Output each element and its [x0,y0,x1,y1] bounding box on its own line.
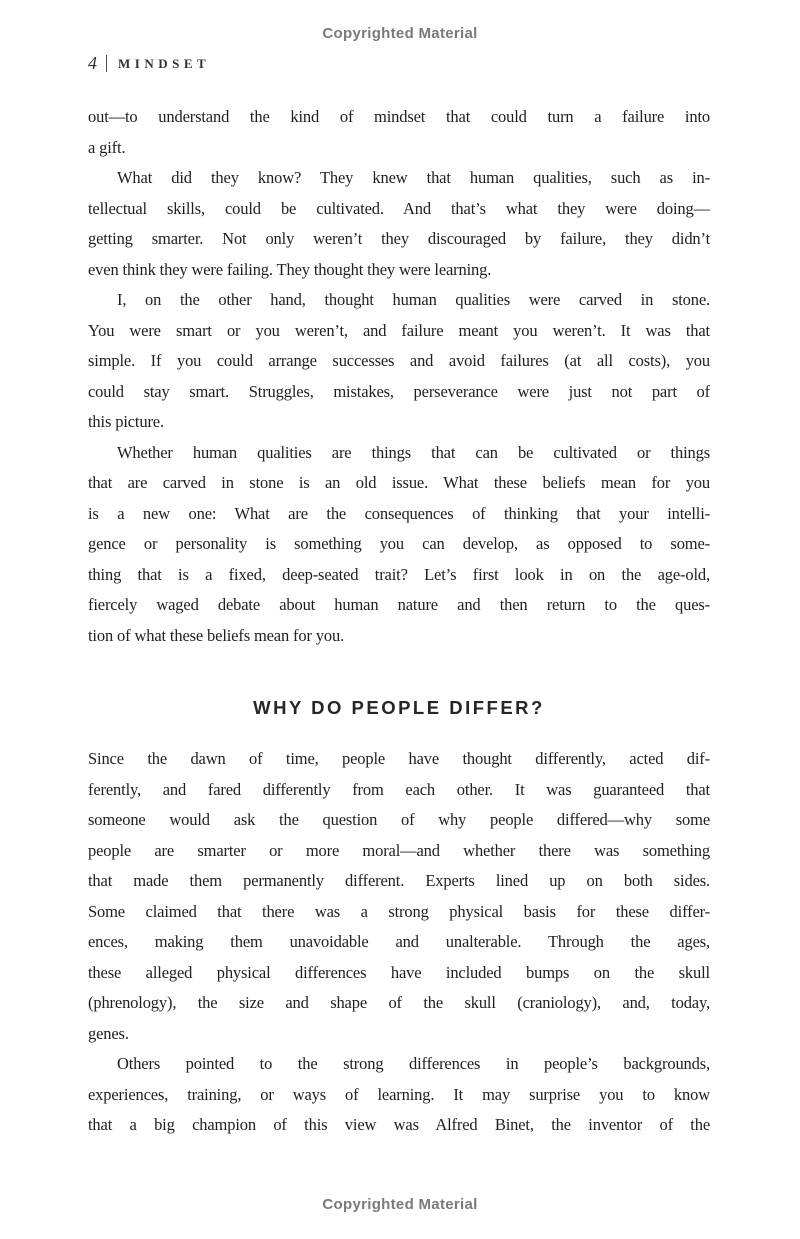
text-line: I, on the other hand, thought human qualities were carved in stone. [117,290,710,309]
text-line: that made them permanently different. Experts lined up on both sides. [88,871,710,890]
text-line: ferently, and fared differently from each other. It was guaranteed that [88,779,710,799]
text-line: that a big champion of this view was Alfred Binet, the inventor of the [88,1115,710,1134]
text-line: ences, making them unavoidable and unalterable. Through the ages, [88,932,710,951]
text-line: a gift. [88,137,126,157]
text-line: tion of what these beliefs mean for you. [88,625,345,645]
body-paragraph [88,438,710,652]
text-line: getting smarter. Not only weren’t they discouraged by failure, they didn’t [88,229,710,248]
copyright-notice-bottom: Copyrighted Material [322,1196,478,1213]
section-heading: WHY DO PEOPLE DIFFER? [253,697,545,718]
text-line: these alleged physical differences have included bumps on the skull [88,962,710,982]
header-divider [106,55,107,72]
page-number: 4 [88,52,97,73]
body-text [88,102,710,1141]
text-line: Since the dawn of time, people have thought differently, acted dif- [88,749,710,768]
text-line: thing that is a fixed, deep-seated trait? Let’s first look in on the age-old, [88,564,710,584]
text-line: this picture. [88,412,164,431]
text-line: someone would ask the question of why people differed—why some [88,810,710,829]
text-line: is a new one: What are the consequences of thinking that your intelli- [88,503,710,523]
text-line: genes. [88,1023,129,1043]
text-line: What did they know? They knew that human qualities, such as in- [117,168,710,187]
text-line: experiences, training, or ways of learning. It may surprise you to know [88,1084,710,1104]
body-paragraph [88,163,710,285]
text-line: people are smarter or more moral—and whether there was something [88,840,710,860]
text-line: that are carved in stone is an old issue. What these beliefs mean for you [88,473,710,492]
text-line: even think they were failing. They thought they were learning. [88,259,492,279]
text-line: You were smart or you weren’t, and failure meant you weren’t. It was that [88,320,710,340]
body-paragraph [88,285,710,438]
body-paragraph [88,102,710,163]
text-line: Some claimed that there was a strong physical basis for these differ- [88,901,710,921]
body-paragraph [88,1049,710,1141]
text-line: fiercely waged debate about human nature and then return to the ques- [88,595,710,614]
text-line: could stay smart. Struggles, mistakes, perseverance were just not part of [88,381,710,401]
text-line: gence or personality is something you can develop, as opposed to some- [88,534,710,553]
text-line: (phrenology), the size and shape of the skull (craniology), and, today, [88,993,710,1012]
running-header [88,52,800,74]
copyright-notice-top: Copyrighted Material [322,25,478,42]
text-line: tellectual skills, could be cultivated. And that’s what they were doing— [88,198,710,218]
text-line: Whether human qualities are things that can be cultivated or things [117,442,710,462]
text-line: simple. If you could arrange successes and avoid failures (at all costs), you [88,351,710,370]
book-title: MINDSET [118,56,211,71]
body-paragraph [88,744,710,1049]
text-line: Others pointed to the strong differences in people’s backgrounds, [117,1054,710,1073]
text-line: out—to understand the kind of mindset that could turn a failure into [88,107,710,126]
